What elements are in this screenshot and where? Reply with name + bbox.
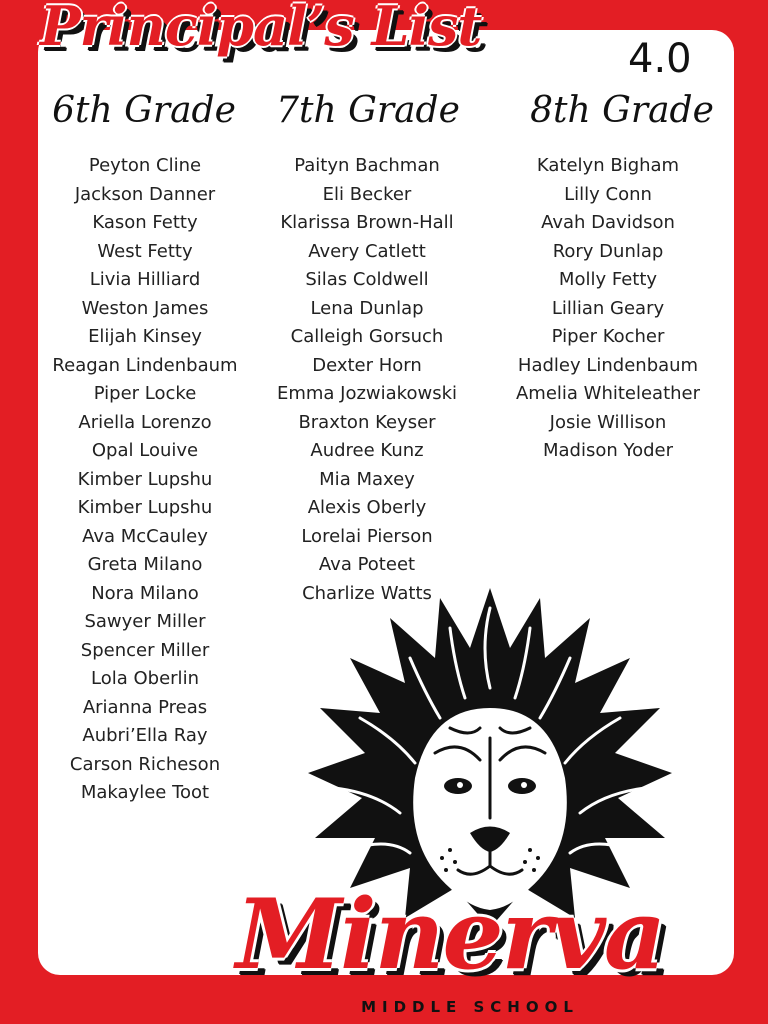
student-name: Lillian Geary	[551, 297, 665, 319]
student-name: Charlize Watts	[302, 582, 432, 604]
student-name: Calleigh Gorsuch	[290, 326, 444, 347]
student-name: Weston James	[81, 297, 209, 319]
student-name: Ava Poteet	[318, 554, 416, 575]
name-list-6th	[25, 152, 265, 808]
student-name: Eli Becker	[322, 183, 412, 205]
student-name: Makaylee Toot	[80, 782, 210, 803]
page-title: Principal’s List	[40, 0, 482, 58]
student-name: Reagan Lindenbaum	[52, 354, 238, 376]
student-name: Klarissa Brown-Hall	[280, 212, 454, 233]
student-name: Hadley Lindenbaum	[517, 354, 699, 376]
student-name: Mia Maxey	[319, 468, 415, 490]
student-name: Jackson Danner	[74, 183, 216, 205]
name-list-8th	[488, 152, 728, 466]
student-name: Audree Kunz	[310, 440, 424, 461]
student-name: Aubri’Ella Ray	[82, 725, 208, 746]
student-name: Avery Catlett	[308, 240, 426, 262]
student-name: Elijah Kinsey	[88, 326, 202, 347]
student-name: Madison Yoder	[542, 440, 674, 461]
student-name: Ava McCauley	[82, 525, 208, 547]
student-name: Livia Hilliard	[89, 269, 201, 290]
student-name: Sawyer Miller	[84, 611, 206, 632]
student-name: Paityn Bachman	[294, 155, 440, 176]
name-list-7th	[247, 152, 487, 608]
student-name: Lena Dunlap	[310, 297, 424, 319]
student-name: Avah Davidson	[541, 212, 675, 233]
student-name: Lilly Conn	[564, 183, 652, 205]
student-name: Spencer Miller	[80, 639, 210, 661]
student-name: Greta Milano	[87, 554, 203, 575]
school-name: Minerva	[235, 878, 665, 991]
student-name: Braxton Keyser	[298, 411, 436, 433]
student-name: Rory Dunlap	[552, 240, 664, 262]
student-name: Ariella Lorenzo	[78, 411, 212, 433]
student-name: Nora Milano	[91, 582, 199, 604]
gpa-label: 4.0	[628, 36, 692, 82]
student-name: Lorelai Pierson	[301, 525, 433, 547]
student-name: Silas Coldwell	[305, 269, 429, 290]
school-subtitle: MIDDLE SCHOOL	[361, 998, 579, 1016]
student-name: Amelia Whiteleather	[515, 383, 701, 404]
grade-heading-7th: 7th Grade	[276, 90, 460, 131]
student-name: Emma Jozwiakowski	[276, 383, 458, 404]
student-name: Lola Oberlin	[91, 668, 199, 689]
student-name: Molly Fetty	[558, 269, 658, 290]
student-name: West Fetty	[97, 240, 193, 262]
student-name: Carson Richeson	[69, 753, 221, 775]
student-name: Opal Louive	[91, 440, 199, 461]
student-name: Piper Locke	[93, 383, 197, 404]
student-name: Kimber Lupshu	[77, 497, 213, 518]
student-name: Katelyn Bigham	[536, 155, 680, 176]
grade-heading-8th: 8th Grade	[530, 90, 714, 131]
student-name: Josie Willison	[549, 411, 667, 433]
student-name: Kason Fetty	[92, 212, 198, 233]
grade-heading-6th: 6th Grade	[52, 90, 236, 131]
student-name: Dexter Horn	[312, 354, 422, 376]
student-name: Kimber Lupshu	[77, 468, 213, 490]
student-name: Piper Kocher	[551, 326, 665, 347]
student-name: Arianna Preas	[82, 696, 208, 718]
student-name: Peyton Cline	[88, 155, 202, 176]
student-name: Alexis Oberly	[307, 497, 427, 518]
